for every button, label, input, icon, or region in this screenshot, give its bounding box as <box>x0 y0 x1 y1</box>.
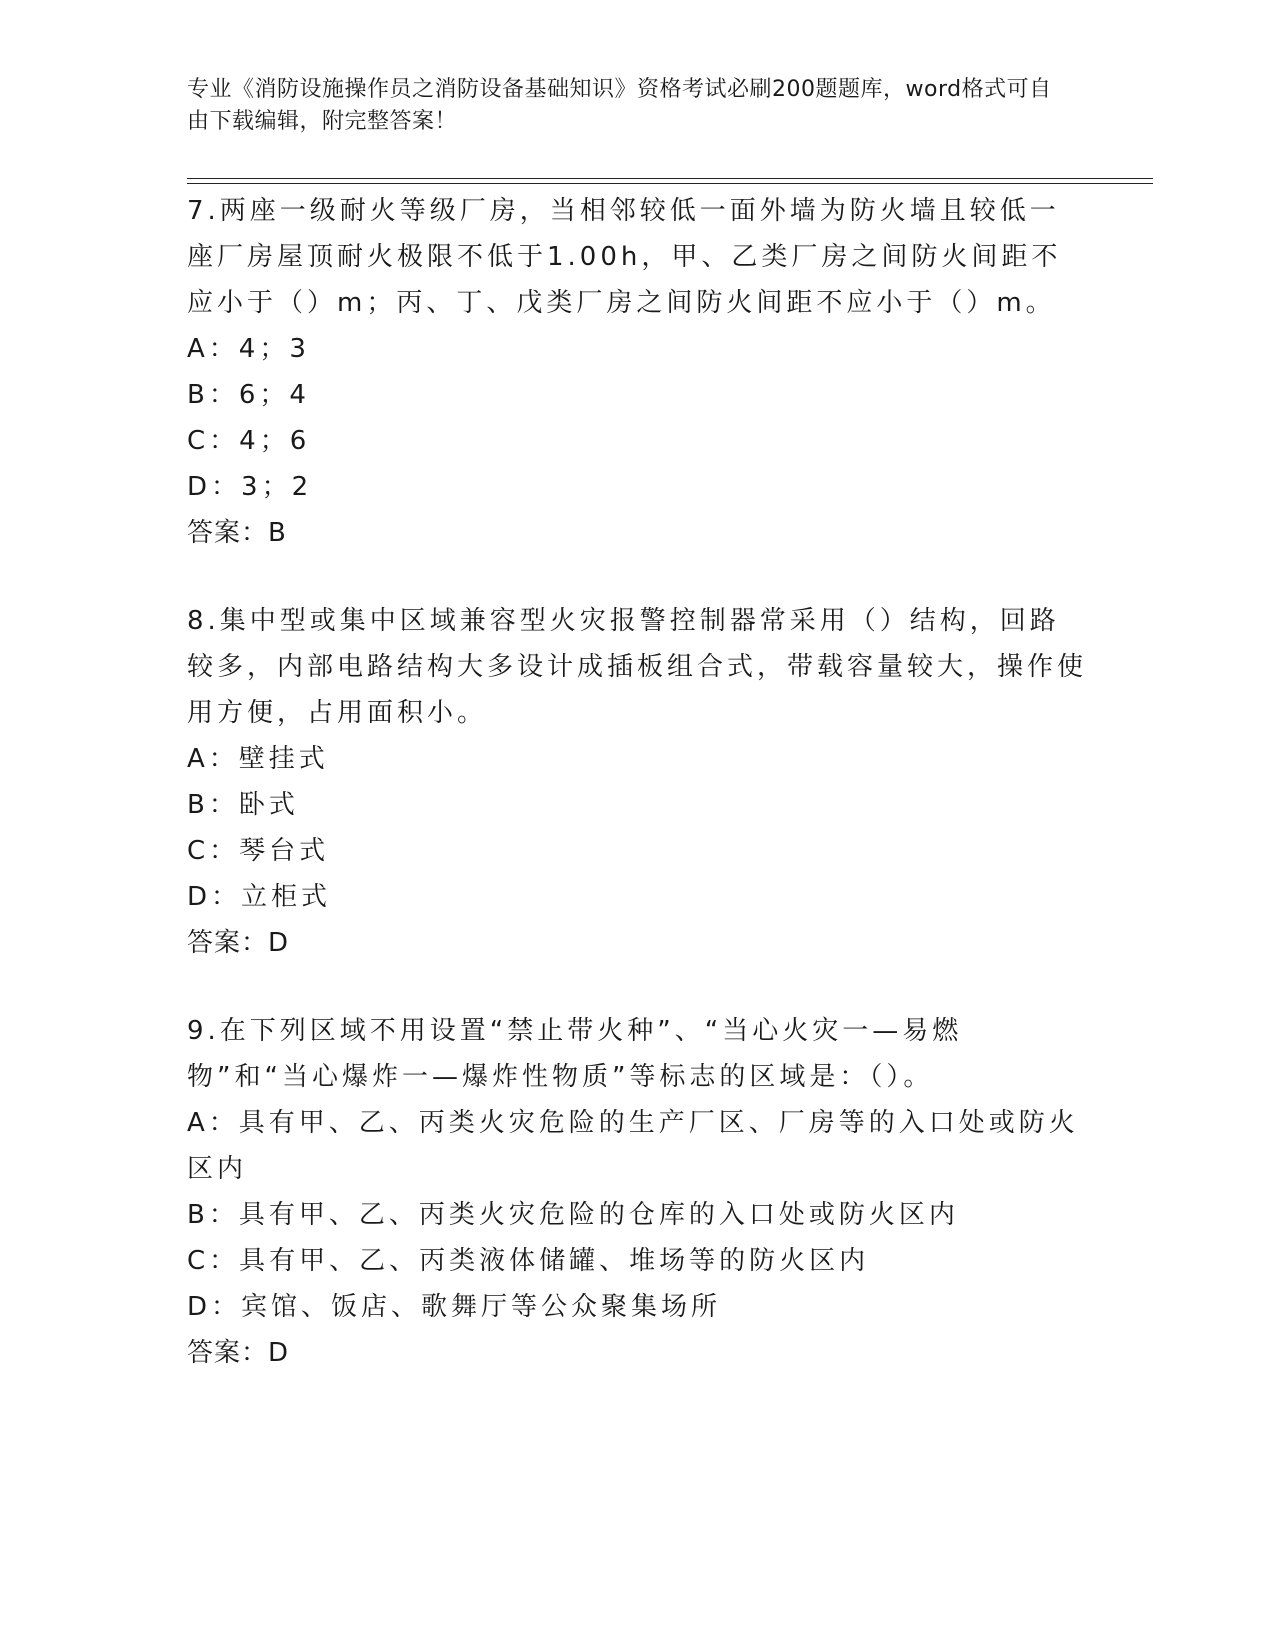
option-a: A：具有甲、乙、丙类火灾危险的生产厂区、厂房等的入口处或防火区内 <box>187 1108 1079 1184</box>
option-c: C：4；6 <box>187 426 311 456</box>
option-b: B：具有甲、乙、丙类火灾危险的仓库的入口处或防火区内 <box>187 1200 959 1230</box>
question-text: 7.两座一级耐火等级厂房，当相邻较低一面外墙为防火墙且较低一座厂房屋顶耐火极限不低于1.00h，甲、乙类厂房之间防火间距不应小于（）m；丙、丁、戊类厂房之间防火间距不应小于（）m。 <box>187 196 1062 318</box>
answer-label: 答案：B <box>187 518 287 548</box>
option-b: B：6；4 <box>187 380 310 410</box>
option-c: C：具有甲、乙、丙类液体储罐、堆场等的防火区内 <box>187 1246 870 1276</box>
header-divider-bottom <box>187 183 1153 184</box>
question-text: 9.在下列区域不用设置“禁止带火种”、“当心火灾一—易燃物”和“当心爆炸一—爆炸性物质”等标志的区域是：（）。 <box>187 1016 963 1092</box>
option-d: D：立柜式 <box>187 882 332 912</box>
option-d: D：宾馆、饭店、歌舞厅等公众聚集场所 <box>187 1292 722 1322</box>
question-7 <box>187 188 1087 556</box>
answer-label: 答案：D <box>187 928 290 958</box>
option-a: A：壁挂式 <box>187 744 329 774</box>
question-8 <box>187 598 1087 966</box>
question-9 <box>187 1008 1087 1376</box>
option-c: C：琴台式 <box>187 836 330 866</box>
question-text: 8.集中型或集中区域兼容型火灾报警控制器常采用（）结构，回路较多，内部电路结构大多设计成插板组合式，带载容量较大，操作使用方便，占用面积小。 <box>187 606 1088 728</box>
option-a: A：4；3 <box>187 334 310 364</box>
header-divider-top <box>187 178 1153 179</box>
answer-label: 答案：D <box>187 1338 290 1368</box>
option-b: B：卧式 <box>187 790 299 820</box>
document-header: 专业《消防设施操作员之消防设备基础知识》资格考试必刷200题题库，word格式可自由下载编辑，附完整答案！ <box>187 77 1052 134</box>
option-d: D：3；2 <box>187 472 313 502</box>
